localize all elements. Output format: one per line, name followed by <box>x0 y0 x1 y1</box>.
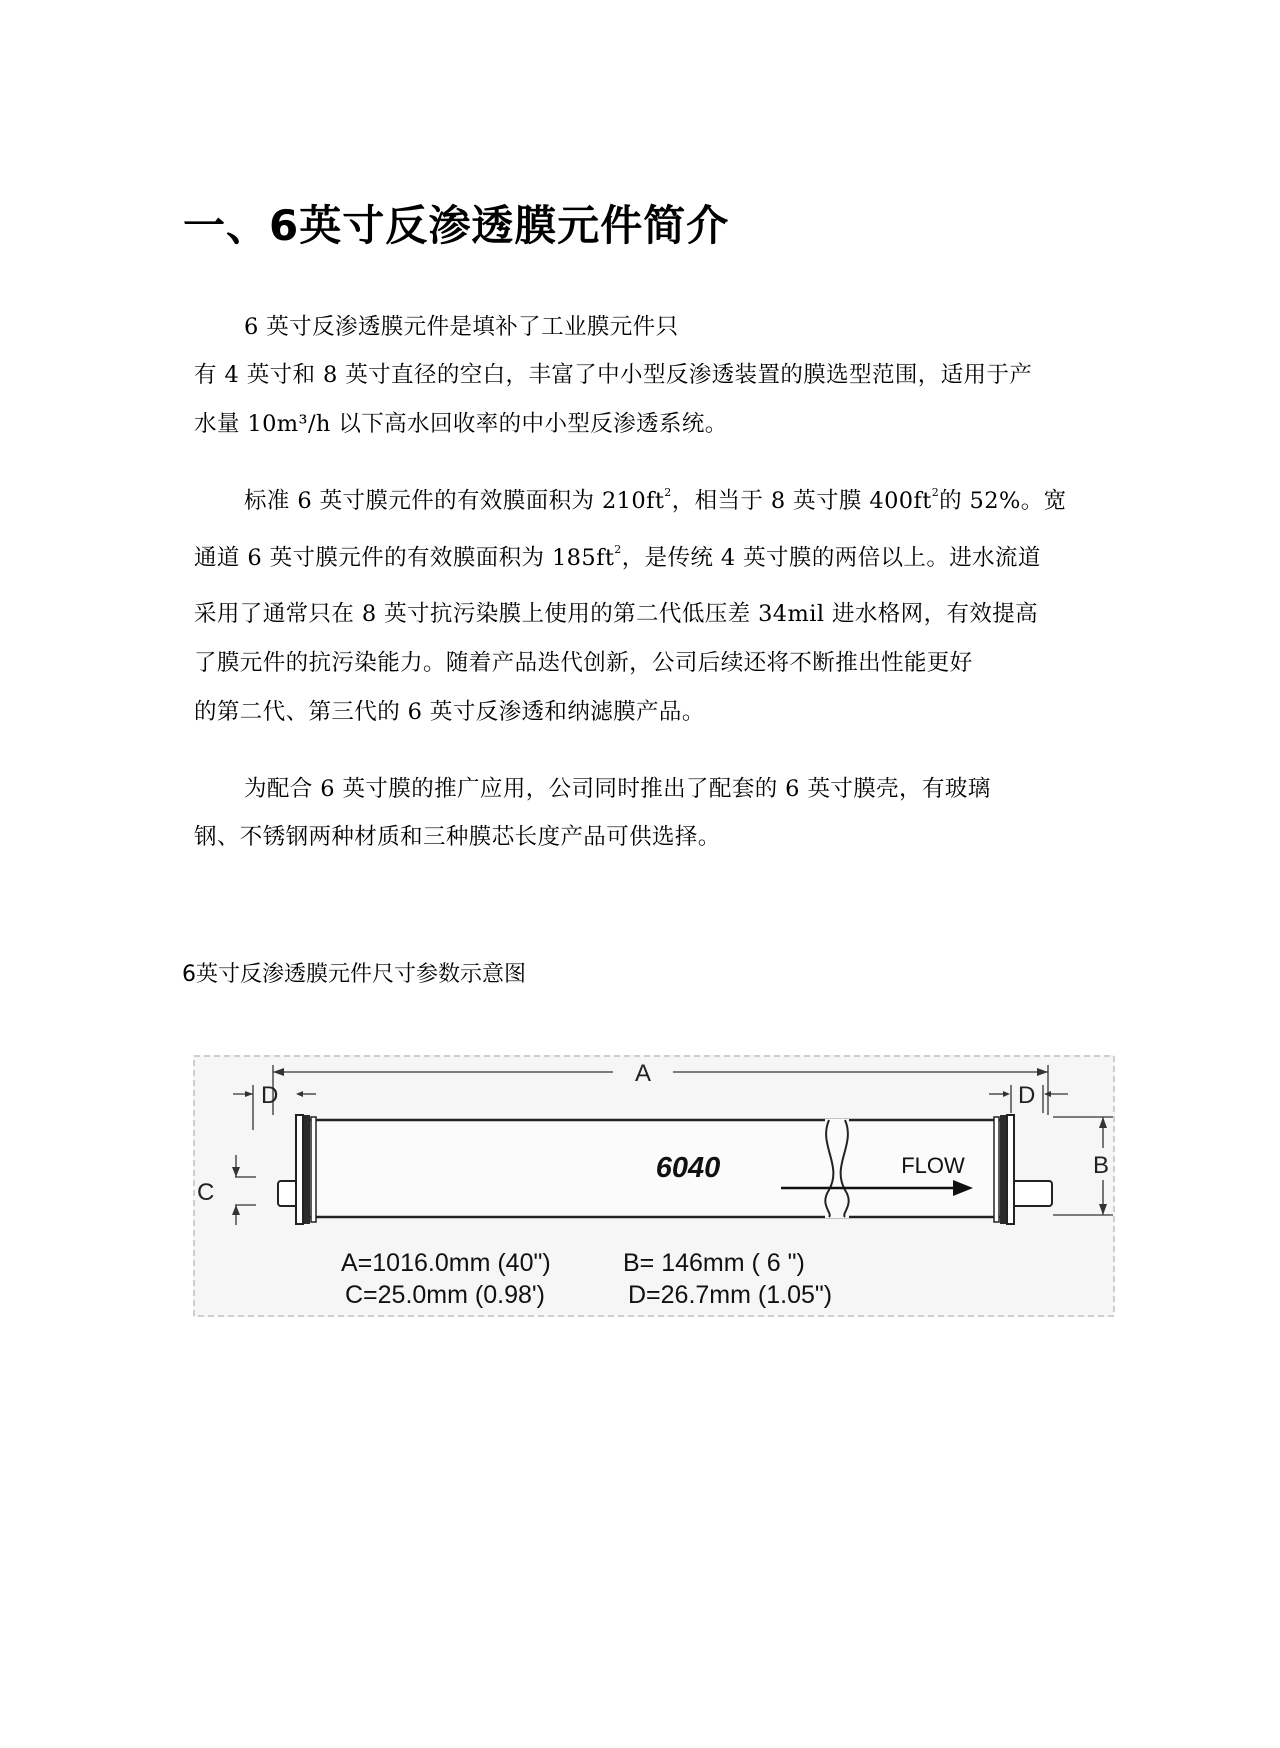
paragraph-3-line-1: 为配合 6 英寸膜的推广应用，公司同时推出了配套的 6 英寸膜壳，有玻璃 <box>244 776 991 802</box>
paragraph-3-line-2: 钢、不锈钢两种材质和三种膜芯长度产品可供选择。 <box>194 824 721 850</box>
paragraph-2-line-4: 了膜元件的抗污染能力。随着产品迭代创新，公司后续还将不断推出性能更好 <box>194 650 973 676</box>
figure-caption: 6英寸反渗透膜元件尺寸参数示意图 <box>182 962 526 987</box>
dim-value-b: B= 146mm ( 6 ") <box>623 1249 805 1277</box>
paragraph-2-line-1: 标准 6 英寸膜元件的有效膜面积为 $210ft^2$，相当于 8 英寸膜 $400ft^2$的 52%。宽 <box>244 486 1067 514</box>
paragraph-2-line-2: 通道 6 英寸膜元件的有效膜面积为 $185ft^2$，是传统 4 英寸膜的两倍以上。进水流道 <box>194 543 1041 571</box>
model-label: 6040 <box>655 1152 721 1184</box>
dim-value-c: C=25.0mm (0.98') <box>345 1281 545 1309</box>
dim-label-d-right: D <box>1018 1082 1036 1109</box>
page-title: 一、6英寸反渗透膜元件简介 <box>183 201 730 250</box>
flow-label: FLOW <box>901 1153 965 1178</box>
paragraph-1-line-3: 水量 10m³/h 以下高水回收率的中小型反渗透系统。 <box>194 411 728 437</box>
dim-label-d-left: D <box>261 1082 279 1109</box>
membrane-dimension-diagram <box>193 1055 1115 1317</box>
paragraph-2-line-3: 采用了通常只在 8 英寸抗污染膜上使用的第二代低压差 34mil 进水格网，有效提高 <box>194 601 1039 627</box>
paragraph-1-line-1: 6 英寸反渗透膜元件是填补了工业膜元件只 <box>244 314 679 340</box>
dim-value-a: A=1016.0mm (40") <box>341 1249 551 1277</box>
dim-value-d: D=26.7mm (1.05") <box>628 1281 833 1309</box>
dim-label-b: B <box>1093 1152 1110 1179</box>
paragraph-2-line-5: 的第二代、第三代的 6 英寸反渗透和纳滤膜产品。 <box>194 699 705 725</box>
dim-label-c: C <box>197 1179 215 1206</box>
dim-label-a: A <box>634 1060 652 1087</box>
paragraph-1-line-2: 有 4 英寸和 8 英寸直径的空白，丰富了中小型反渗透装置的膜选型范围，适用于产 <box>194 362 1033 388</box>
